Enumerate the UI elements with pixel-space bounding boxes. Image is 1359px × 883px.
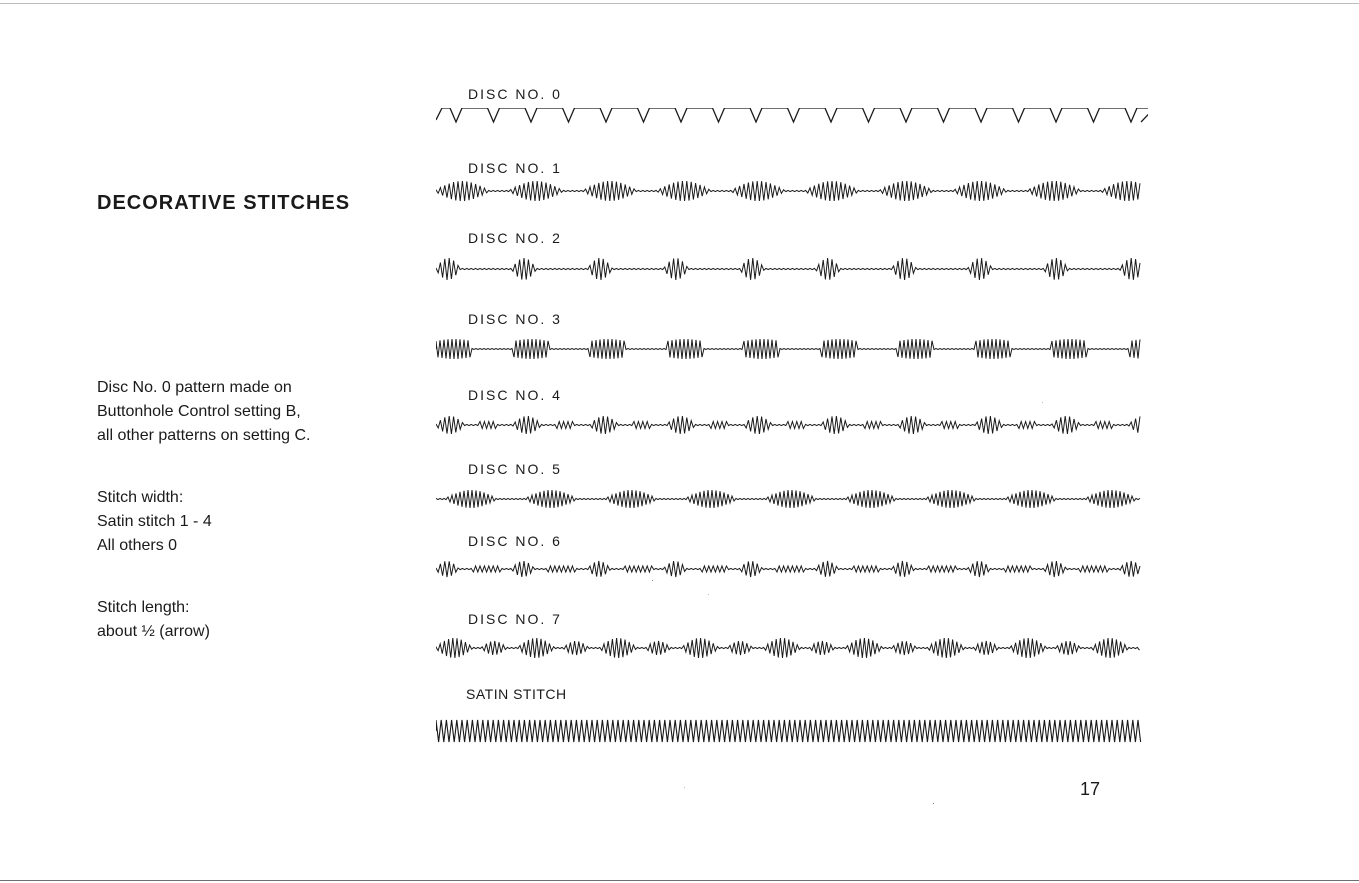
note-line: Satin stitch 1 - 4 bbox=[97, 513, 212, 530]
disc-3-stitch-pattern bbox=[436, 339, 1140, 359]
note-line: all other patterns on setting C. bbox=[97, 427, 311, 444]
disc-5-stitch-pattern bbox=[436, 490, 1140, 508]
disc-0-label: DISC NO. 0 bbox=[468, 86, 562, 102]
satin-stitch-pattern bbox=[436, 720, 1141, 742]
note-line: Stitch length: bbox=[97, 599, 190, 616]
disc-6-label: DISC NO. 6 bbox=[468, 533, 562, 549]
disc-7-stitch-pattern bbox=[436, 638, 1140, 658]
stitch-width-note bbox=[97, 486, 212, 558]
note-line: Stitch width: bbox=[97, 489, 184, 506]
top-border-line bbox=[0, 3, 1359, 4]
disc-2-stitch-pattern bbox=[436, 258, 1140, 280]
disc-4-label: DISC NO. 4 bbox=[468, 387, 562, 403]
stitch-length-note bbox=[97, 596, 210, 644]
page-number: 17 bbox=[1080, 779, 1101, 799]
print-speck bbox=[933, 803, 934, 804]
bottom-border-line bbox=[0, 880, 1359, 881]
control-setting-note bbox=[97, 376, 310, 448]
disc-0-stitch-pattern bbox=[436, 108, 1148, 122]
disc-2-label: DISC NO. 2 bbox=[468, 230, 562, 246]
disc-5-label: DISC NO. 5 bbox=[468, 461, 562, 477]
page-heading: DECORATIVE STITCHES bbox=[97, 192, 351, 214]
disc-1-stitch-pattern bbox=[436, 181, 1140, 201]
disc-1-label: DISC NO. 1 bbox=[468, 160, 562, 176]
note-line: All others 0 bbox=[97, 537, 178, 554]
print-speck bbox=[1042, 402, 1043, 403]
stitch-pattern-illustrations bbox=[436, 108, 1148, 748]
disc-7-label: DISC NO. 7 bbox=[468, 611, 562, 627]
satin-stitch-label: SATIN STITCH bbox=[466, 686, 567, 702]
disc-3-label: DISC NO. 3 bbox=[468, 311, 562, 327]
note-line: Disc No. 0 pattern made on bbox=[97, 379, 292, 396]
note-line: Buttonhole Control setting B, bbox=[97, 403, 301, 420]
disc-6-stitch-pattern bbox=[436, 561, 1140, 577]
print-speck bbox=[652, 580, 653, 581]
print-speck bbox=[708, 594, 709, 595]
print-speck bbox=[684, 787, 685, 788]
disc-4-stitch-pattern bbox=[436, 416, 1140, 434]
note-line: about ½ (arrow) bbox=[97, 623, 210, 640]
